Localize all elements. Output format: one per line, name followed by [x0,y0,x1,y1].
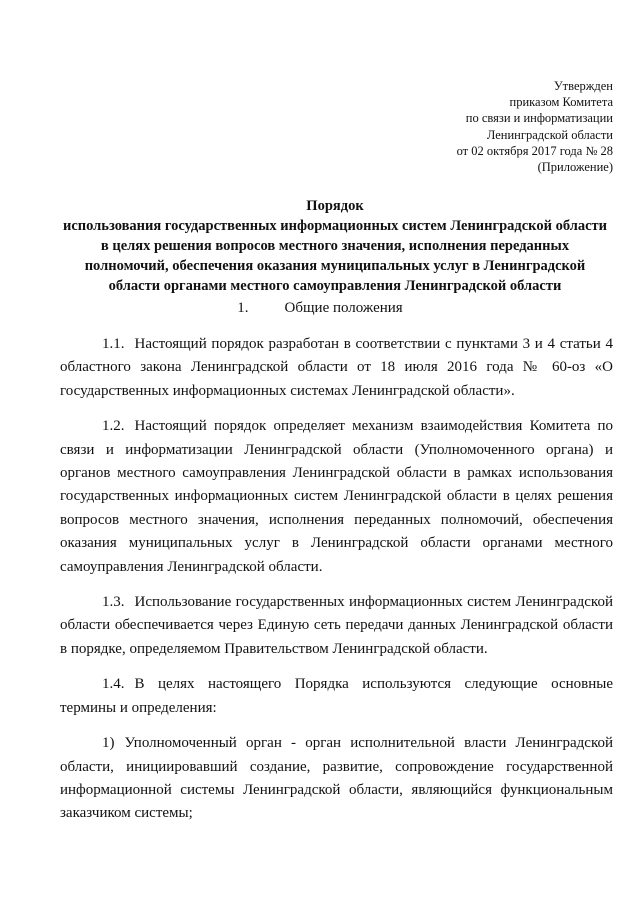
approval-line: от 02 октября 2017 года № 28 [456,143,613,158]
section-number: 1. [237,300,249,316]
section-heading [0,298,640,318]
paragraph-text: В целях настоящего Порядка используются следующие основные термины и определения: [60,676,613,716]
paragraph-text: Настоящий порядок разработан в соответствии с пунктами 3 и 4 статьи 4 областного закона Ленинградской области от 18 июля 2016 года № 60-оз «О государственных информационных системах Ленинградской области». [60,336,613,399]
paragraph [60,333,613,403]
approval-line: (Приложение) [537,160,613,175]
paragraph [60,415,613,579]
paragraph [60,732,613,826]
paragraph-text: Настоящий порядок определяет механизм взаимодействия Комитета по связи и информатизации Ленинградской области (Уполномоченного органа) и органов местного самоуправления Ленинградской области в рамках использования государственных информационных систем Ленинградской области в целях решения вопросов местного значения, исполнения переданных полномочий, обеспечения оказания муниципальных услуг в Ленинградской области органами местного самоуправления Ленинградской области. [60,418,613,575]
section-title: Общие положения [284,300,403,316]
document-body [60,333,613,838]
paragraph [60,591,613,661]
approval-line: Ленинградской области [486,127,613,142]
approval-stamp [457,78,613,175]
paragraph-text: Уполномоченный орган - орган исполнительной власти Ленинградской области, инициировавший создание, развитие, сопровождение государственной информационной системы Ленинградской области, являющийся функциональным заказчиком системы; [60,735,613,822]
paragraph-text: Использование государственных информационных систем Ленинградской области обеспечивается через Единую сеть передачи данных Ленинградской области в порядке, определяемом Правительством Ленинградской области. [60,594,613,657]
title-subtitle: использования государственных информационных систем Ленинградской области в целях решения вопросов местного значения, исполнения переданных полномочий, обеспечения оказания муниципальных услуг в Ленинградской области органами местного самоуправления Ленинградской области [62,218,608,294]
paragraph-number: 1.2. [102,418,125,435]
title-heading: Порядок [306,198,364,214]
paragraph [60,673,613,720]
paragraph-number: 1.3. [102,594,125,611]
paragraph-number: 1.1. [102,336,125,352]
paragraph-number: 1.4. [102,676,125,693]
paragraph-number: 1) [102,735,115,752]
approval-line: приказом Комитета [509,95,613,110]
approval-line: по связи и информатизации [465,111,613,126]
approval-line: Утвержден [553,79,613,93]
document-title [60,196,610,296]
